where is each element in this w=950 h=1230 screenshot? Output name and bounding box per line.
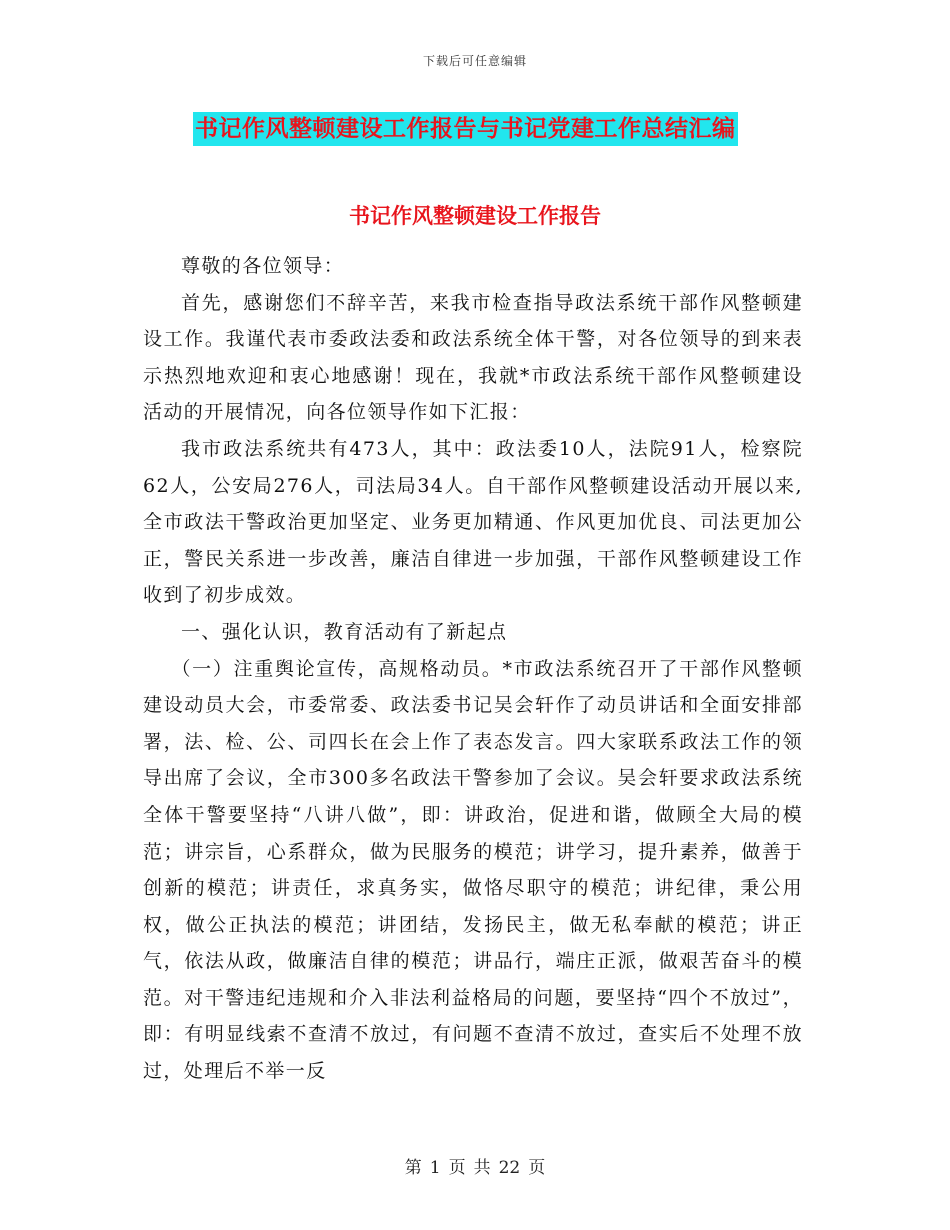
- document-body: [143, 248, 803, 1090]
- header-note: 下载后可任意编辑: [422, 54, 527, 68]
- body-paragraph: （一）注重舆论宣传，高规格动员。*市政法系统召开了干部作风整顿建设动员大会，市委常委、政法委书记吴会轩作了动员讲话和全面安排部署，法、检、公、司四长在会上作了表态发言。四大家联系政法工作的领导出席了会议，全市300多名政法干警参加了会议。吴会轩要求政法系统全体干警要坚持“八讲八做”，即：讲政治，促进和谐，做顾全大局的模范；讲宗旨，心系群众，做为民服务的模范；讲学习，提升素养，做善于创新的模范；讲责任，求真务实，做恪尽职守的模范；讲纪律，秉公用权，做公正执法的模范；讲团结，发扬民主，做无私奉献的模范；讲正气，依法从政，做廉洁自律的模范；讲品行，端庄正派，做艰苦奋斗的模范。对干警违纪违规和介入非法利益格局的问题，要坚持“四个不放过”，即：有明显线索不查清不放过，有问题不查清不放过，查实后不处理不放过，处理后不举一反: [143, 657, 803, 1083]
- body-paragraph: 首先，感谢您们不辞辛苦，来我市检查指导政法系统干部作风整顿建设工作。我谨代表市委政法委和政法系统全体干警，对各位领导的到来表示热烈地欢迎和衷心地感谢！现在，我就*市政法系统干部作风整顿建设活动的开展情况，向各位领导作如下汇报：: [143, 291, 803, 424]
- page-label-suffix: 页: [528, 1158, 546, 1178]
- page-label-prefix: 第: [404, 1158, 422, 1178]
- body-paragraph: 我市政法系统共有473人，其中：政法委10人，法院91人，检察院62人，公安局276人，司法局34人。自干部作风整顿建设活动开展以来,全市政法干警政治更加坚定、业务更加精通、作风更加优良、司法更加公正，警民关系进一步改善，廉洁自律进一步加强，干部作风整顿建设工作收到了初步成效。: [143, 437, 803, 607]
- section-heading-paragraph: 一、强化认识，教育活动有了新起点: [181, 620, 508, 643]
- salutation-paragraph: 尊敬的各位领导：: [181, 255, 345, 277]
- page-footer: [0, 1153, 950, 1178]
- total-pages: 22: [498, 1158, 521, 1178]
- total-label: 共: [473, 1158, 491, 1178]
- page-label-middle: 页: [448, 1158, 466, 1178]
- page-number: 1: [429, 1158, 441, 1178]
- document-subtitle: 书记作风整顿建设工作报告: [349, 203, 601, 228]
- document-main-title: 书记作风整顿建设工作报告与书记党建工作总结汇编: [193, 112, 738, 146]
